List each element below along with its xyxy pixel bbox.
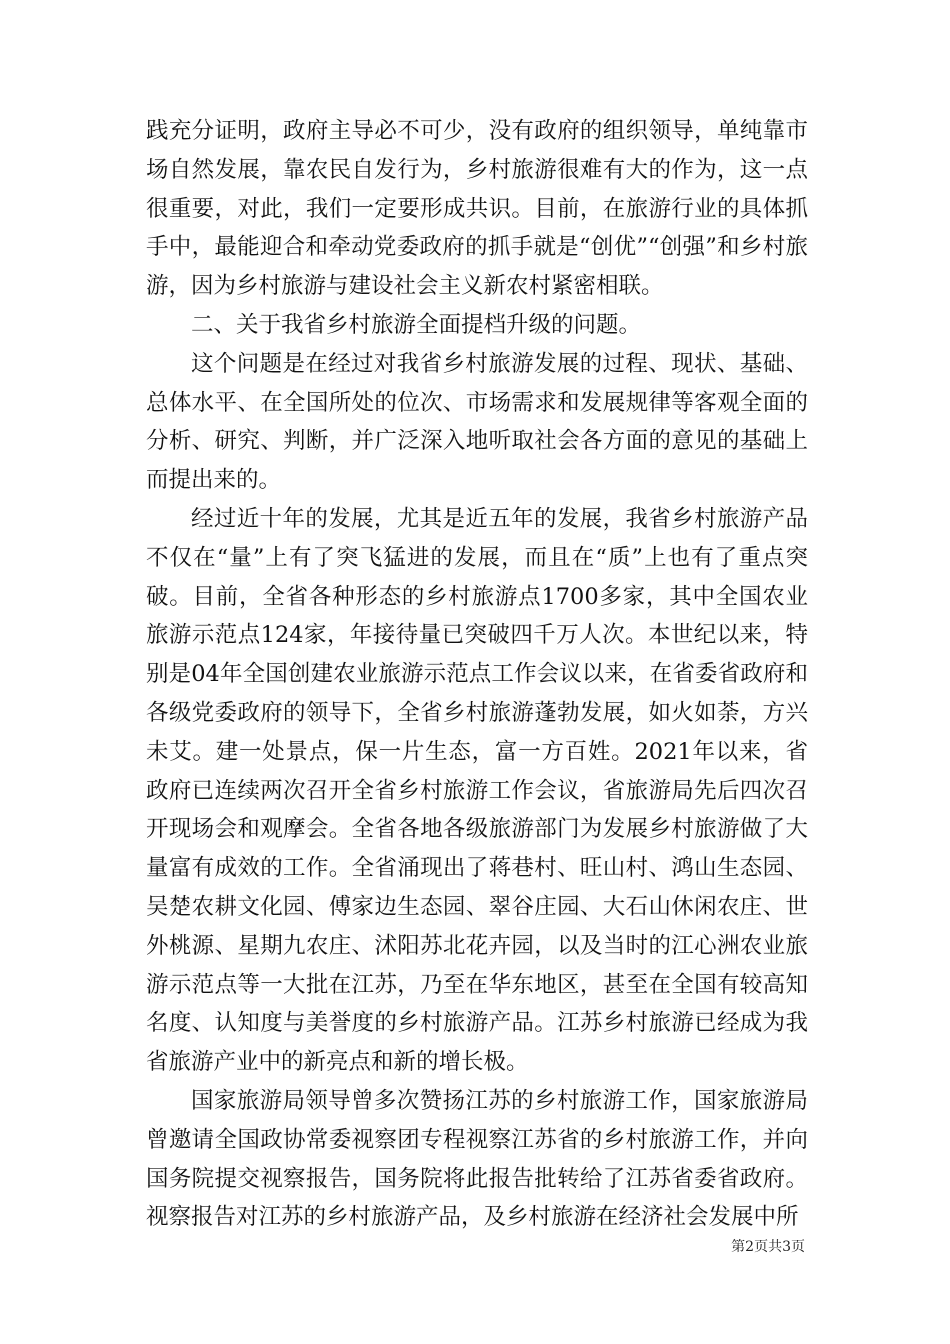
- paragraph: 国家旅游局领导曾多次赞扬江苏的乡村旅游工作，国家旅游局曾邀请全国政协常委视察团专程视察江苏省的乡村旅游工作，并向国务院提交视察报告，国务院将此报告批转给了江苏省委省政府。视察报告对江苏的乡村旅游产品，及乡村旅游在经济社会发展中所: [146, 1087, 808, 1231]
- paragraph-continuation: 践充分证明，政府主导必不可少，没有政府的组织领导，单纯靠市场自然发展，靠农民自发行为，乡村旅游很难有大的作为，这一点很重要，对此，我们一定要形成共识。目前，在旅游行业的具体抓手中，最能迎合和牵动党委政府的抓手就是“创优”“创强”和乡村旅游，因为乡村旅游与建设社会主义新农村紧密相联。: [146, 118, 808, 300]
- paragraph: 经过近十年的发展，尤其是近五年的发展，我省乡村旅游产品不仅在“量”上有了突飞猛进的发展，而且在“质”上也有了重点突破。目前，全省各种形态的乡村旅游点1700多家，其中全国农业旅游示范点124家，年接待量已突破四千万人次。本世纪以来，特别是04年全国创建农业旅游示范点工作会议以来，在省委省政府和各级党委政府的领导下，全省乡村旅游蓬勃发展，如火如荼，方兴未艾。建一处景点，保一片生态，富一方百姓。2021年以来，省政府已连续两次召开全省乡村旅游工作会议，省旅游局先后四次召开现场会和观摩会。全省各地各级旅游部门为发展乡村旅游做了大量富有成效的工作。全省涌现出了蒋巷村、旺山村、鸿山生态园、吴楚农耕文化园、傅家边生态园、翠谷庄园、大石山休闲农庄、世外桃源、星期九农庄、沭阳苏北花卉园，以及当时的江心洲农业旅游示范点等一大批在江苏，乃至在华东地区，甚至在全国有较高知名度、认知度与美誉度的乡村旅游产品。江苏乡村旅游已经成为我省旅游产业中的新亮点和新的增长极。: [146, 505, 808, 1076]
- page-number: 第2页共3页: [731, 1239, 805, 1255]
- section-heading: 二、关于我省乡村旅游全面提档升级的问题。: [191, 311, 642, 338]
- document-body: [146, 112, 808, 1237]
- paragraph: 这个问题是在经过对我省乡村旅游发展的过程、现状、基础、总体水平、在全国所处的位次、市场需求和发展规律等客观全面的分析、研究、判断，并广泛深入地听取社会各方面的意见的基础上而提出来的。: [146, 350, 808, 494]
